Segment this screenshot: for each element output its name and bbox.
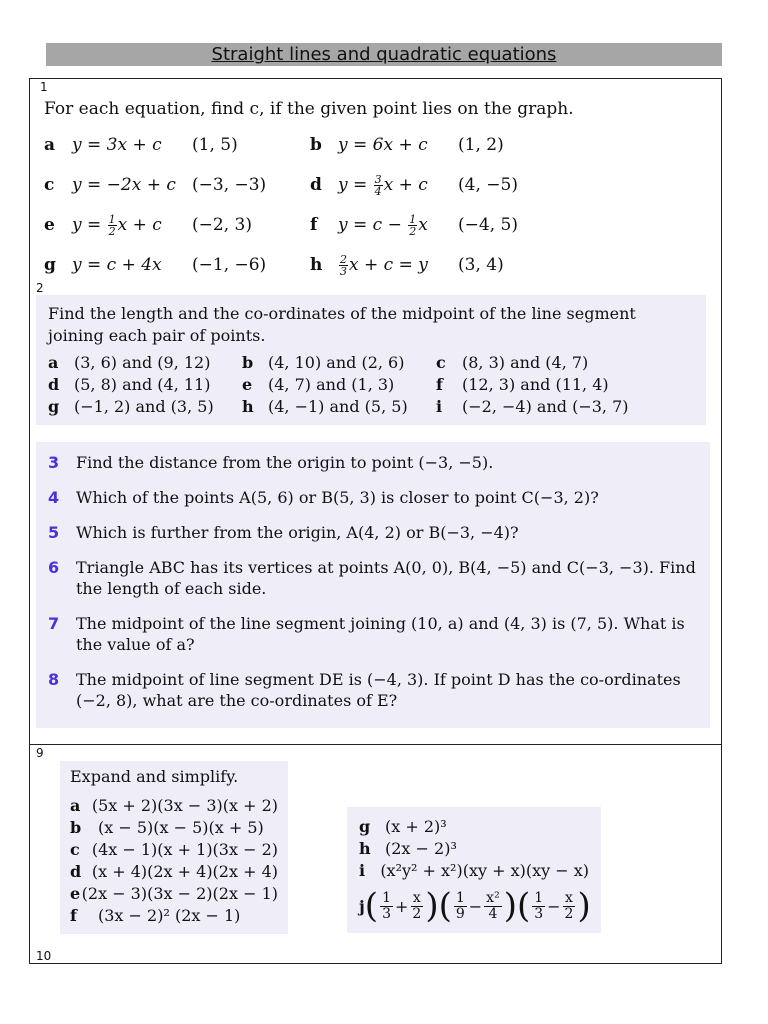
question-9-left	[60, 761, 288, 934]
question-text: Which of the points A(5, 6) or B(5, 3) is closer to point C(−3, 2)?	[76, 488, 599, 507]
item-label: d	[48, 374, 60, 394]
title-bar	[46, 43, 722, 66]
item-label: h	[310, 255, 323, 275]
point: (1, 2)	[458, 135, 504, 155]
point-pair: (5, 8) and (4, 11)	[74, 374, 211, 394]
question-8	[48, 669, 698, 711]
point: (1, 5)	[192, 135, 238, 155]
item-label: i	[436, 396, 443, 416]
item-label: a	[48, 352, 59, 372]
question-text: Find the distance from the origin to point (−3, −5).	[76, 453, 494, 472]
question-2-table	[48, 351, 630, 417]
point: (3, 4)	[458, 255, 504, 275]
item-label: h	[242, 396, 254, 416]
question-1	[44, 99, 704, 285]
expand-item: d (x + 4)(2x + 4)(2x + 4)	[70, 862, 278, 881]
expand-item: b (x − 5)(x − 5)(x + 5)	[70, 818, 264, 837]
expand-item: c (4x − 1)(x + 1)(3x − 2)	[70, 840, 278, 859]
point-pair: (4, 7) and (1, 3)	[268, 374, 395, 394]
page-title: Straight lines and quadratic equations	[211, 44, 557, 65]
worksheet-frame	[29, 78, 722, 964]
point-pair: (8, 3) and (4, 7)	[462, 352, 589, 372]
item-label: b	[310, 135, 322, 155]
question-number: 8	[48, 670, 60, 689]
item-label: b	[242, 352, 254, 372]
question-9-intro: Expand and simplify.	[70, 767, 239, 786]
section-number-9: 9	[36, 746, 44, 760]
question-text: Which is further from the origin, A(4, 2) or B(−3, −4)?	[76, 523, 519, 542]
point-pair: (12, 3) and (11, 4)	[462, 374, 609, 394]
point-pair: (3, 6) and (9, 12)	[74, 352, 211, 372]
point: (−4, 5)	[458, 215, 518, 235]
point: (−2, 3)	[192, 215, 252, 235]
question-6	[48, 557, 698, 599]
expand-item: f (3x − 2)² (2x − 1)	[70, 906, 241, 925]
question-number: 3	[48, 453, 60, 472]
item-label: d	[310, 175, 322, 195]
item-label: e	[242, 374, 253, 394]
item-label: g	[44, 255, 56, 275]
question-number: 5	[48, 523, 60, 542]
question-2-intro: Find the length and the co-ordinates of the midpoint of the line segment joining each pair of points.	[48, 304, 636, 345]
expand-item: e (2x − 3)(3x − 2)(2x − 1)	[70, 884, 278, 903]
item-label: g	[48, 396, 60, 416]
question-1-table	[44, 125, 576, 285]
question-number: 4	[48, 488, 60, 507]
section-number-2: 2	[36, 281, 44, 295]
expand-item: g (x + 2)³	[359, 816, 447, 836]
section-number-1: 1	[40, 80, 48, 94]
equation: y = c − $\frac{1}{2}$ x	[338, 212, 428, 238]
equation: $\frac{2}{3}$ x + c = y	[340, 252, 428, 278]
item-label: e	[44, 215, 55, 235]
point: (4, −5)	[458, 175, 518, 195]
section-number-10: 10	[36, 949, 52, 963]
point-pair: (4, 10) and (2, 6)	[268, 352, 405, 372]
question-number: 6	[48, 558, 60, 577]
point: (−3, −3)	[192, 175, 267, 195]
point: (−1, −6)	[192, 255, 267, 275]
section-divider	[30, 744, 721, 745]
item-label: c	[44, 175, 55, 195]
questions-3-to-8	[36, 442, 710, 728]
equation: y = 3x + c	[72, 135, 162, 155]
question-9-right	[347, 807, 601, 933]
question-7	[48, 613, 698, 655]
question-text: The midpoint of line segment DE is (−4, 3). If point D has the co-ordinates (−2, 8), what are the co-ordinates of E?	[76, 670, 681, 710]
question-4	[48, 487, 698, 508]
question-number: 7	[48, 614, 60, 633]
expand-item: a (5x + 2)(3x − 3)(x + 2)	[70, 796, 278, 815]
question-text: The midpoint of the line segment joining (10, a) and (4, 3) is (7, 5). What is the value of a?	[76, 614, 685, 654]
question-3	[48, 452, 698, 473]
question-2	[36, 295, 706, 425]
equation: y = $\frac{3}{4}$ x + c	[338, 172, 428, 198]
question-5	[48, 522, 698, 543]
equation: y = $\frac{1}{2}$ x + c	[72, 212, 162, 238]
item-label: f	[310, 215, 318, 235]
point-pair: (−1, 2) and (3, 5)	[74, 396, 214, 416]
equation: y = c + 4x	[72, 255, 162, 275]
expand-item: h (2x − 2)³	[359, 838, 457, 858]
item-label: a	[44, 135, 56, 155]
expand-item: i (x²y² + x²)(xy + x)(xy − x)	[359, 860, 589, 880]
equation: y = 6x + c	[338, 135, 428, 155]
expand-item-j: j ( $\frac{1}{3}$ + $\frac{x}{2}$ )( $\frac{1}{9}$ − $\frac{\text{x²}}{4}$ )( $\frac{1}{3}$ − $\frac{x}{2}$ )	[359, 886, 591, 926]
point-pair: (4, −1) and (5, 5)	[268, 396, 408, 416]
item-label: f	[436, 374, 443, 394]
question-1-intro: For each equation, find c, if the given point lies on the graph.	[44, 99, 574, 119]
point-pair: (−2, −4) and (−3, 7)	[462, 396, 629, 416]
equation: y = −2x + c	[72, 175, 176, 195]
item-label: c	[436, 352, 446, 372]
question-text: Triangle ABC has its vertices at points A(0, 0), B(4, −5) and C(−3, −3). Find the length of each side.	[76, 558, 696, 598]
